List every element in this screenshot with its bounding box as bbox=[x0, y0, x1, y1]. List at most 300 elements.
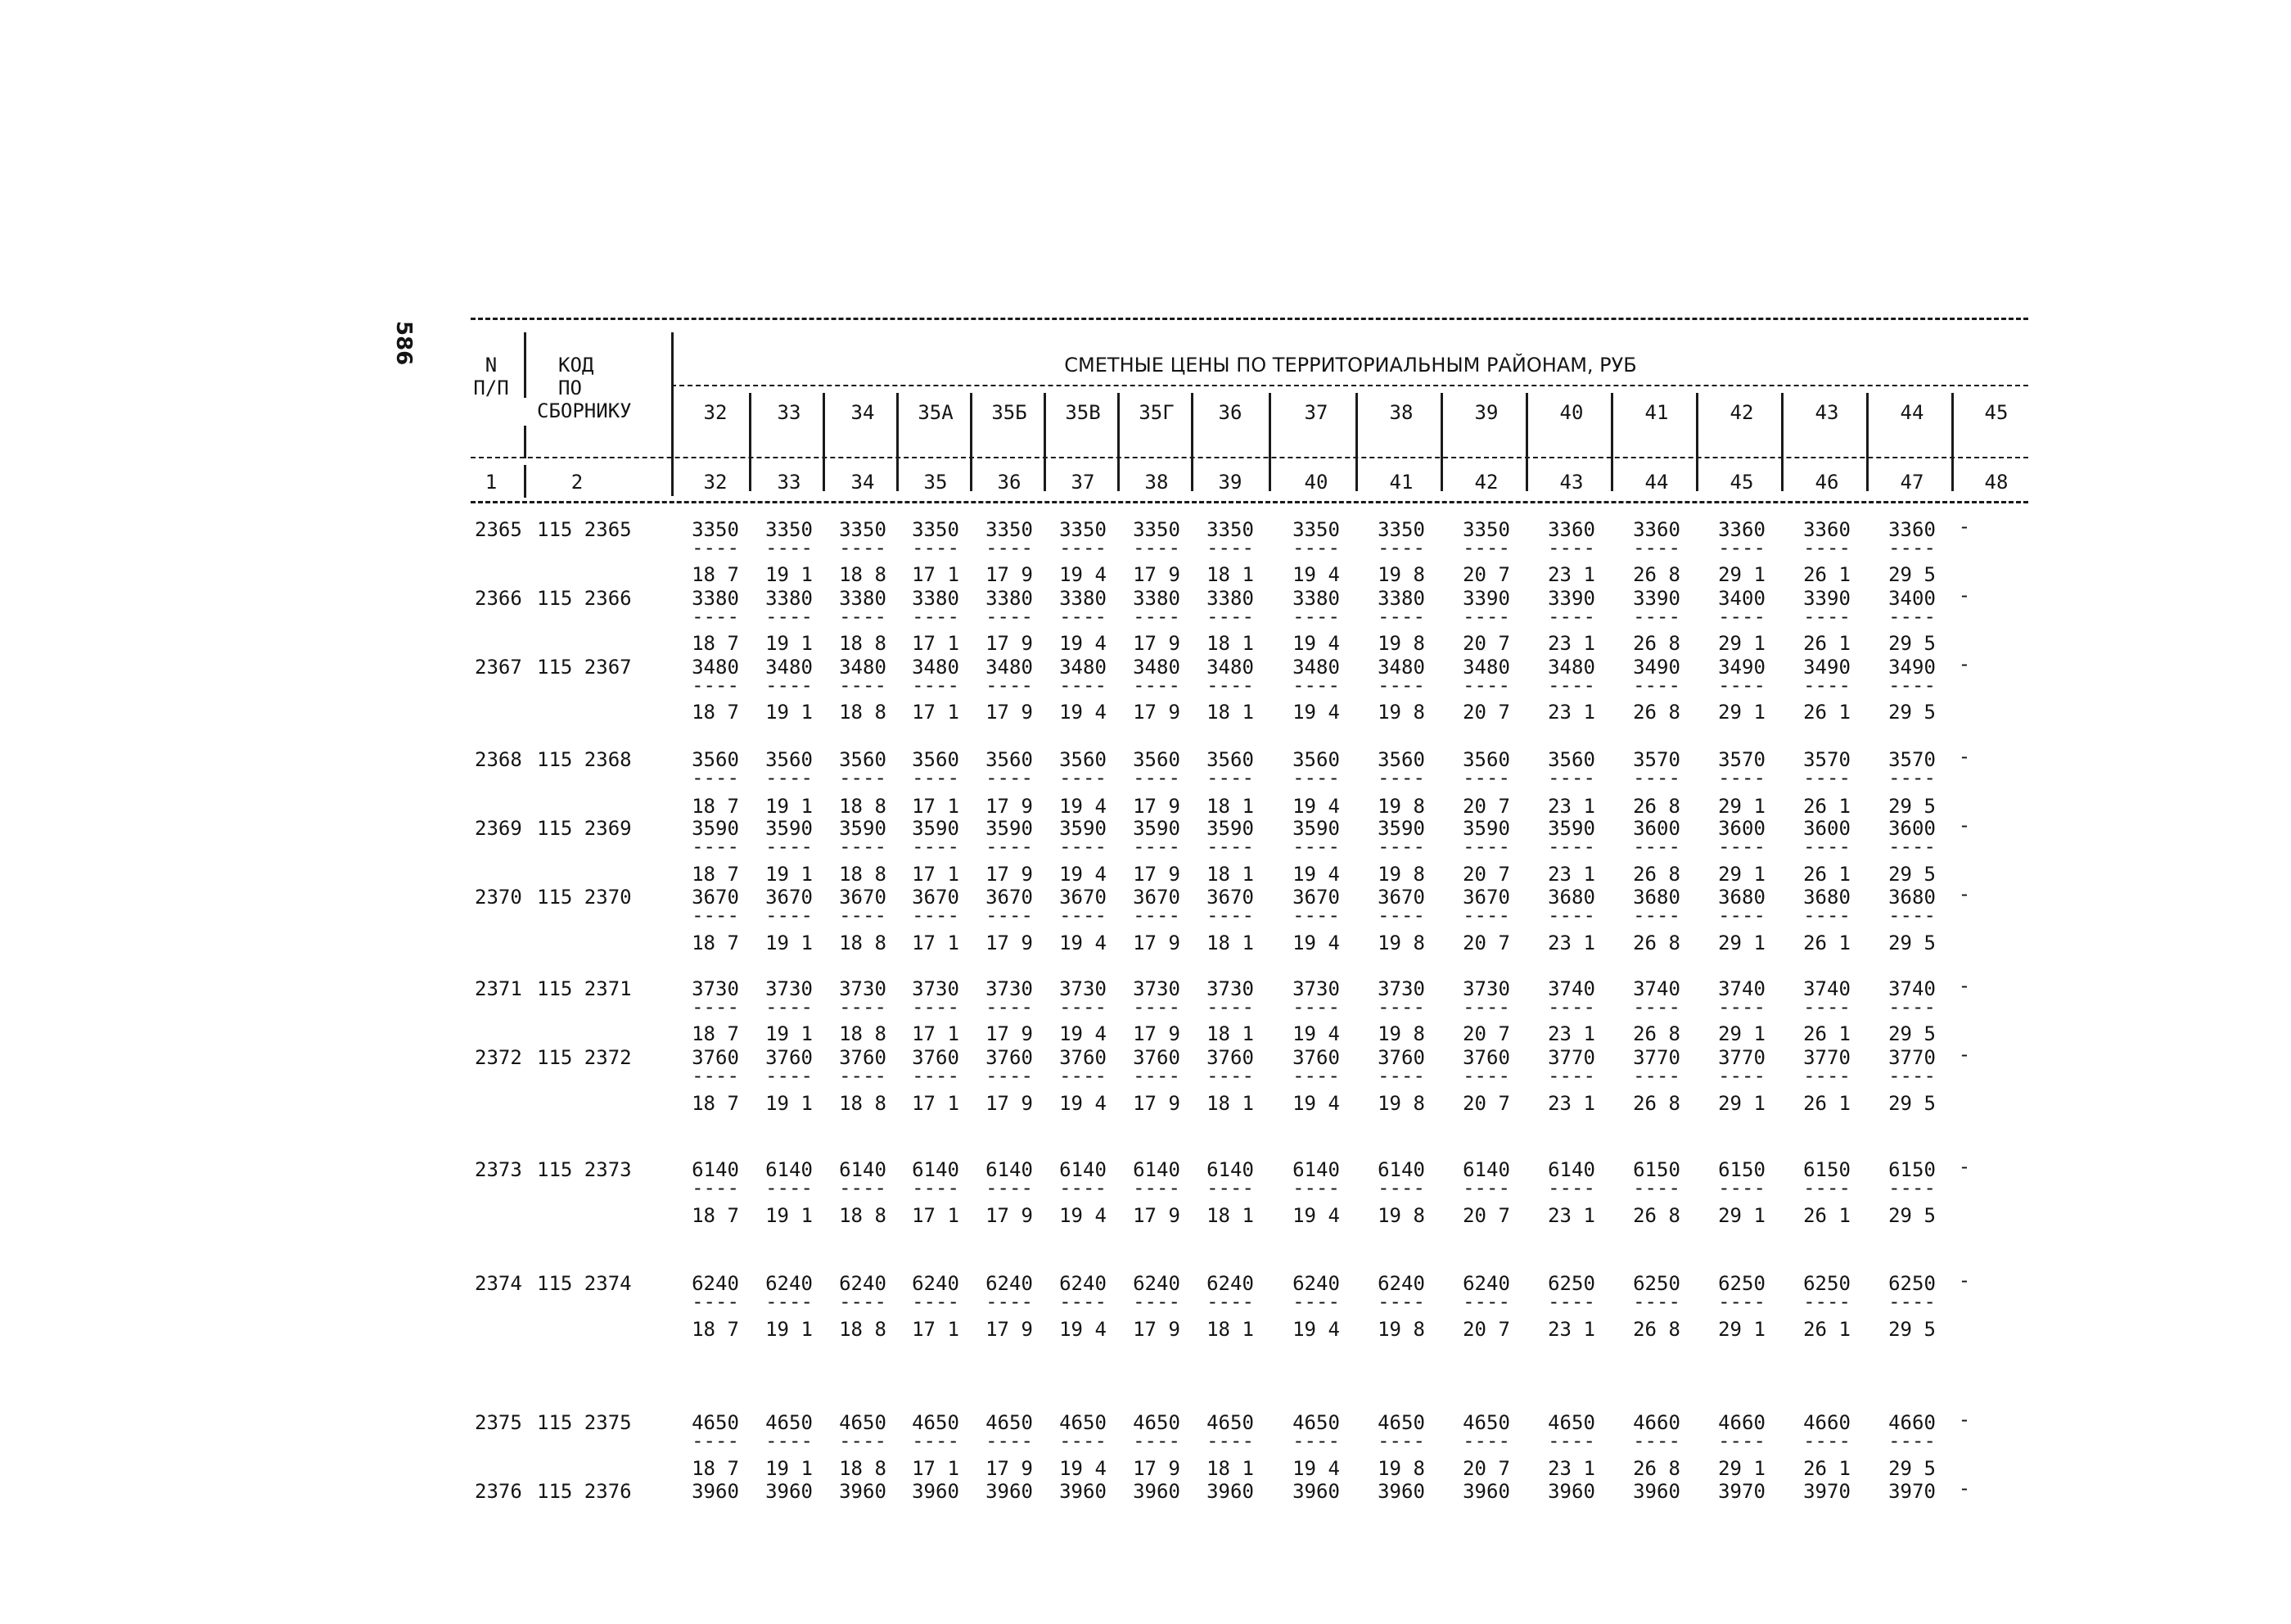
coefficient-cell: 26 8 bbox=[1633, 1457, 1680, 1480]
price-underline: ---- bbox=[1292, 1290, 1340, 1313]
header-divider-district-5 bbox=[1117, 393, 1120, 491]
header-divider-district-11 bbox=[1611, 393, 1613, 491]
price-underline: ---- bbox=[839, 835, 886, 858]
coefficient-cell: 23 1 bbox=[1548, 632, 1595, 655]
coefficient-cell: 19 1 bbox=[765, 1022, 813, 1045]
price-cell: 3560 bbox=[1463, 748, 1510, 771]
coefficient-cell: 17 9 bbox=[1133, 1022, 1180, 1045]
price-underline: ---- bbox=[1888, 1064, 1936, 1087]
price-underline: ---- bbox=[1718, 1290, 1766, 1313]
price-cell: 3480 bbox=[1206, 656, 1254, 679]
coefficient-cell: 23 1 bbox=[1548, 1457, 1595, 1480]
price-underline: ---- bbox=[1718, 766, 1766, 789]
header-divider-district-12 bbox=[1696, 393, 1698, 491]
price-underline: ---- bbox=[1463, 995, 1510, 1018]
coefficient-cell: 20 7 bbox=[1463, 1204, 1510, 1227]
price-underline: ---- bbox=[1378, 1176, 1425, 1199]
price-cell: 3350 bbox=[692, 518, 739, 541]
price-underline: ---- bbox=[1803, 904, 1851, 927]
price-underline: ---- bbox=[1888, 1176, 1936, 1199]
price-cell: 6150 bbox=[1803, 1158, 1851, 1181]
price-cell: 4650 bbox=[1548, 1411, 1595, 1434]
price-underline: ---- bbox=[985, 1064, 1033, 1087]
price-cell: 4650 bbox=[1463, 1411, 1510, 1434]
price-underline: ---- bbox=[1463, 536, 1510, 559]
price-cell: 3670 bbox=[985, 886, 1033, 909]
price-cell: 3760 bbox=[1378, 1046, 1425, 1069]
header-divider-district-13 bbox=[1781, 393, 1784, 491]
row-number: 2374 bbox=[475, 1272, 522, 1295]
coefficient-cell: 17 9 bbox=[1133, 1092, 1180, 1115]
price-cell: 3480 bbox=[985, 656, 1033, 679]
coefficient-cell: 17 9 bbox=[985, 1204, 1033, 1227]
coefficient-cell: 19 4 bbox=[1059, 795, 1107, 818]
colnum-47: 47 bbox=[1900, 471, 1924, 494]
coefficient-cell: 19 4 bbox=[1059, 632, 1107, 655]
coefficient-cell: 20 7 bbox=[1463, 1318, 1510, 1341]
row-code: 115 2368 bbox=[537, 748, 632, 771]
price-underline: ---- bbox=[1206, 904, 1254, 927]
coefficient-cell: 18 7 bbox=[692, 1092, 739, 1115]
coefficient-cell: 18 7 bbox=[692, 563, 739, 586]
header-divider-district-6 bbox=[1191, 393, 1193, 491]
row-last-mark: - bbox=[1958, 1155, 1971, 1178]
price-cell: 3380 bbox=[765, 587, 813, 610]
price-cell: 6140 bbox=[1378, 1158, 1425, 1181]
price-underline: ---- bbox=[1633, 674, 1680, 697]
price-cell: 3670 bbox=[765, 886, 813, 909]
coefficient-cell: 19 1 bbox=[765, 795, 813, 818]
price-cell: 3350 bbox=[839, 518, 886, 541]
price-cell: 3960 bbox=[1059, 1480, 1107, 1503]
price-underline: ---- bbox=[912, 995, 959, 1018]
price-cell: 3560 bbox=[839, 748, 886, 771]
colnum-42: 42 bbox=[1474, 471, 1499, 494]
price-underline: ---- bbox=[1378, 1290, 1425, 1313]
price-cell: 6240 bbox=[1133, 1272, 1180, 1295]
price-cell: 3960 bbox=[765, 1480, 813, 1503]
row-last-mark: - bbox=[1958, 1477, 1971, 1500]
coefficient-cell: 29 1 bbox=[1718, 1457, 1766, 1480]
price-cell: 6240 bbox=[1292, 1272, 1340, 1295]
price-underline: ---- bbox=[1292, 605, 1340, 628]
coefficient-cell: 17 1 bbox=[912, 795, 959, 818]
price-cell: 3960 bbox=[1633, 1480, 1680, 1503]
coefficient-cell: 29 1 bbox=[1718, 563, 1766, 586]
price-cell: 3480 bbox=[1292, 656, 1340, 679]
price-cell: 3570 bbox=[1718, 748, 1766, 771]
price-cell: 6250 bbox=[1548, 1272, 1595, 1295]
header-divider-n-2 bbox=[524, 426, 526, 458]
colnum-46: 46 bbox=[1815, 471, 1839, 494]
price-cell: 3760 bbox=[1133, 1046, 1180, 1069]
coefficient-cell: 26 8 bbox=[1633, 1204, 1680, 1227]
coefficient-cell: 19 4 bbox=[1059, 1204, 1107, 1227]
price-cell: 6250 bbox=[1718, 1272, 1766, 1295]
header-divider-district-14 bbox=[1866, 393, 1869, 491]
price-underline: ---- bbox=[1548, 605, 1595, 628]
colnum-48: 48 bbox=[1984, 471, 2009, 494]
price-underline: ---- bbox=[1548, 536, 1595, 559]
price-underline: ---- bbox=[1888, 674, 1936, 697]
coefficient-cell: 29 5 bbox=[1888, 1318, 1936, 1341]
coefficient-cell: 26 1 bbox=[1803, 932, 1851, 954]
price-underline: ---- bbox=[1292, 904, 1340, 927]
price-underline: ---- bbox=[985, 605, 1033, 628]
coefficient-cell: 18 1 bbox=[1206, 1022, 1254, 1045]
coefficient-cell: 19 4 bbox=[1292, 863, 1340, 886]
price-cell: 6140 bbox=[1059, 1158, 1107, 1181]
coefficient-cell: 20 7 bbox=[1463, 563, 1510, 586]
price-cell: 3490 bbox=[1888, 656, 1936, 679]
price-underline: ---- bbox=[1059, 605, 1107, 628]
price-underline: ---- bbox=[1633, 904, 1680, 927]
price-cell: 3730 bbox=[1059, 977, 1107, 1000]
price-cell: 6140 bbox=[985, 1158, 1033, 1181]
price-underline: ---- bbox=[1378, 995, 1425, 1018]
price-cell: 6140 bbox=[692, 1158, 739, 1181]
price-cell: 6240 bbox=[1059, 1272, 1107, 1295]
price-underline: ---- bbox=[1206, 674, 1254, 697]
price-cell: 3760 bbox=[765, 1046, 813, 1069]
coefficient-cell: 18 7 bbox=[692, 1457, 739, 1480]
price-cell: 3560 bbox=[1378, 748, 1425, 771]
price-underline: ---- bbox=[1206, 536, 1254, 559]
coefficient-cell: 19 8 bbox=[1378, 932, 1425, 954]
price-cell: 3730 bbox=[1463, 977, 1510, 1000]
price-cell: 3590 bbox=[985, 817, 1033, 840]
price-cell: 4650 bbox=[692, 1411, 739, 1434]
price-cell: 3560 bbox=[1206, 748, 1254, 771]
price-cell: 3590 bbox=[912, 817, 959, 840]
price-cell: 3680 bbox=[1803, 886, 1851, 909]
coefficient-cell: 20 7 bbox=[1463, 632, 1510, 655]
coefficient-cell: 19 4 bbox=[1059, 932, 1107, 954]
price-underline: ---- bbox=[1888, 835, 1936, 858]
price-cell: 4660 bbox=[1803, 1411, 1851, 1434]
coefficient-cell: 29 1 bbox=[1718, 701, 1766, 724]
coefficient-cell: 29 1 bbox=[1718, 1022, 1766, 1045]
row-last-mark: - bbox=[1958, 584, 1971, 607]
price-underline: ---- bbox=[985, 766, 1033, 789]
price-underline: ---- bbox=[1378, 904, 1425, 927]
price-cell: 3760 bbox=[1206, 1046, 1254, 1069]
coefficient-cell: 17 1 bbox=[912, 1092, 959, 1115]
header-district-35Г: 35Г bbox=[1139, 401, 1175, 424]
coefficient-cell: 18 8 bbox=[839, 863, 886, 886]
coefficient-cell: 18 8 bbox=[839, 795, 886, 818]
price-cell: 6240 bbox=[765, 1272, 813, 1295]
price-underline: ---- bbox=[1463, 766, 1510, 789]
price-underline: ---- bbox=[912, 1429, 959, 1452]
price-underline: ---- bbox=[839, 1290, 886, 1313]
row-last-mark: - bbox=[1958, 1043, 1971, 1066]
coefficient-cell: 19 8 bbox=[1378, 1318, 1425, 1341]
price-underline: ---- bbox=[765, 835, 813, 858]
row-last-mark: - bbox=[1958, 974, 1971, 997]
price-underline: ---- bbox=[985, 1429, 1033, 1452]
price-cell: 3480 bbox=[912, 656, 959, 679]
price-cell: 3560 bbox=[912, 748, 959, 771]
colnum-35: 35 bbox=[923, 471, 948, 494]
price-cell: 3380 bbox=[692, 587, 739, 610]
price-cell: 3600 bbox=[1888, 817, 1936, 840]
price-underline: ---- bbox=[1463, 674, 1510, 697]
price-underline: ---- bbox=[1803, 995, 1851, 1018]
coefficient-cell: 19 8 bbox=[1378, 1457, 1425, 1480]
price-cell: 3380 bbox=[985, 587, 1033, 610]
price-cell: 3380 bbox=[1059, 587, 1107, 610]
price-underline: ---- bbox=[765, 1429, 813, 1452]
price-underline: ---- bbox=[985, 1176, 1033, 1199]
coefficient-cell: 26 8 bbox=[1633, 795, 1680, 818]
coefficient-cell: 18 8 bbox=[839, 1022, 886, 1045]
price-underline: ---- bbox=[692, 1064, 739, 1087]
header-divider-district-9 bbox=[1441, 393, 1443, 491]
coefficient-cell: 18 7 bbox=[692, 1318, 739, 1341]
price-underline: ---- bbox=[1633, 1064, 1680, 1087]
coefficient-cell: 18 7 bbox=[692, 932, 739, 954]
price-underline: ---- bbox=[1718, 1176, 1766, 1199]
coefficient-cell: 17 9 bbox=[985, 701, 1033, 724]
coefficient-cell: 26 8 bbox=[1633, 632, 1680, 655]
colnum-43: 43 bbox=[1559, 471, 1584, 494]
price-cell: 3590 bbox=[765, 817, 813, 840]
price-cell: 3480 bbox=[1378, 656, 1425, 679]
price-cell: 6140 bbox=[839, 1158, 886, 1181]
price-underline: ---- bbox=[765, 536, 813, 559]
coefficient-cell: 29 1 bbox=[1718, 932, 1766, 954]
price-cell: 6150 bbox=[1888, 1158, 1936, 1181]
price-cell: 3590 bbox=[1059, 817, 1107, 840]
price-underline: ---- bbox=[1206, 1176, 1254, 1199]
price-cell: 4660 bbox=[1888, 1411, 1936, 1434]
price-underline: ---- bbox=[1463, 1064, 1510, 1087]
price-underline: ---- bbox=[1633, 605, 1680, 628]
coefficient-cell: 18 8 bbox=[839, 563, 886, 586]
colnum-33: 33 bbox=[777, 471, 801, 494]
row-number: 2371 bbox=[475, 977, 522, 1000]
coefficient-cell: 17 1 bbox=[912, 1318, 959, 1341]
coefficient-cell: 23 1 bbox=[1548, 1204, 1595, 1227]
price-cell: 4650 bbox=[1059, 1411, 1107, 1434]
price-cell: 3390 bbox=[1633, 587, 1680, 610]
price-cell: 3350 bbox=[1206, 518, 1254, 541]
price-cell: 3740 bbox=[1888, 977, 1936, 1000]
row-last-mark: - bbox=[1958, 652, 1971, 675]
coefficient-cell: 26 8 bbox=[1633, 932, 1680, 954]
price-cell: 3380 bbox=[1292, 587, 1340, 610]
coefficient-cell: 26 8 bbox=[1633, 1318, 1680, 1341]
row-number: 2373 bbox=[475, 1158, 522, 1181]
price-cell: 3490 bbox=[1718, 656, 1766, 679]
price-underline: ---- bbox=[1133, 536, 1180, 559]
price-cell: 4650 bbox=[1133, 1411, 1180, 1434]
coefficient-cell: 18 7 bbox=[692, 863, 739, 886]
price-underline: ---- bbox=[692, 1176, 739, 1199]
coefficient-cell: 19 1 bbox=[765, 863, 813, 886]
row-last-mark: - bbox=[1958, 882, 1971, 905]
price-cell: 3760 bbox=[839, 1046, 886, 1069]
coefficient-cell: 29 5 bbox=[1888, 632, 1936, 655]
price-cell: 3960 bbox=[985, 1480, 1033, 1503]
header-divider-district-4 bbox=[1044, 393, 1046, 491]
coefficient-cell: 18 1 bbox=[1206, 701, 1254, 724]
price-cell: 6250 bbox=[1888, 1272, 1936, 1295]
coefficient-cell: 17 1 bbox=[912, 1457, 959, 1480]
coefficient-cell: 26 1 bbox=[1803, 1457, 1851, 1480]
colnum-32: 32 bbox=[703, 471, 728, 494]
price-underline: ---- bbox=[912, 605, 959, 628]
price-cell: 3770 bbox=[1803, 1046, 1851, 1069]
price-underline: ---- bbox=[912, 1176, 959, 1199]
price-cell: 3560 bbox=[985, 748, 1033, 771]
price-cell: 3360 bbox=[1803, 518, 1851, 541]
coefficient-cell: 17 9 bbox=[985, 1457, 1033, 1480]
row-code: 115 2372 bbox=[537, 1046, 632, 1069]
price-cell: 3600 bbox=[1633, 817, 1680, 840]
price-underline: ---- bbox=[1888, 605, 1936, 628]
price-cell: 6240 bbox=[1206, 1272, 1254, 1295]
header-col-pp: П/П bbox=[473, 377, 509, 399]
row-number: 2376 bbox=[475, 1480, 522, 1503]
row-code: 115 2374 bbox=[537, 1272, 632, 1295]
price-underline: ---- bbox=[985, 1290, 1033, 1313]
coefficient-cell: 18 1 bbox=[1206, 1092, 1254, 1115]
coefficient-cell: 26 8 bbox=[1633, 701, 1680, 724]
price-underline: ---- bbox=[1133, 995, 1180, 1018]
price-underline: ---- bbox=[1633, 766, 1680, 789]
price-underline: ---- bbox=[1633, 995, 1680, 1018]
price-cell: 3350 bbox=[1292, 518, 1340, 541]
price-underline: ---- bbox=[1206, 835, 1254, 858]
price-underline: ---- bbox=[1378, 605, 1425, 628]
price-cell: 3960 bbox=[1133, 1480, 1180, 1503]
row-number: 2372 bbox=[475, 1046, 522, 1069]
price-cell: 3770 bbox=[1633, 1046, 1680, 1069]
coefficient-cell: 29 5 bbox=[1888, 1092, 1936, 1115]
price-underline: ---- bbox=[1548, 835, 1595, 858]
price-cell: 3480 bbox=[692, 656, 739, 679]
price-cell: 3600 bbox=[1803, 817, 1851, 840]
price-underline: ---- bbox=[765, 1064, 813, 1087]
price-underline: ---- bbox=[1059, 835, 1107, 858]
colnum-1: 1 bbox=[485, 471, 498, 494]
price-underline: ---- bbox=[1206, 1290, 1254, 1313]
price-cell: 6140 bbox=[1133, 1158, 1180, 1181]
price-cell: 3760 bbox=[692, 1046, 739, 1069]
coefficient-cell: 26 1 bbox=[1803, 632, 1851, 655]
price-underline: ---- bbox=[1718, 995, 1766, 1018]
price-cell: 3390 bbox=[1463, 587, 1510, 610]
price-cell: 3360 bbox=[1888, 518, 1936, 541]
header-district-33: 33 bbox=[777, 401, 801, 424]
price-cell: 3380 bbox=[839, 587, 886, 610]
coefficient-cell: 19 1 bbox=[765, 1204, 813, 1227]
price-underline: ---- bbox=[839, 674, 886, 697]
colnum-2: 2 bbox=[570, 471, 584, 494]
price-cell: 6250 bbox=[1803, 1272, 1851, 1295]
colnum-45: 45 bbox=[1730, 471, 1754, 494]
price-underline: ---- bbox=[1463, 1176, 1510, 1199]
coefficient-cell: 19 1 bbox=[765, 1457, 813, 1480]
coefficient-cell: 19 8 bbox=[1378, 1022, 1425, 1045]
price-cell: 3760 bbox=[985, 1046, 1033, 1069]
price-underline: ---- bbox=[1548, 674, 1595, 697]
coefficient-cell: 19 1 bbox=[765, 932, 813, 954]
price-underline: ---- bbox=[985, 835, 1033, 858]
price-underline: ---- bbox=[912, 1064, 959, 1087]
price-cell: 3670 bbox=[1292, 886, 1340, 909]
price-cell: 4650 bbox=[985, 1411, 1033, 1434]
coefficient-cell: 19 4 bbox=[1292, 701, 1340, 724]
coefficient-cell: 18 7 bbox=[692, 701, 739, 724]
row-last-mark: - bbox=[1958, 814, 1971, 837]
price-cell: 3560 bbox=[692, 748, 739, 771]
coefficient-cell: 17 9 bbox=[1133, 795, 1180, 818]
coefficient-cell: 17 1 bbox=[912, 1204, 959, 1227]
price-underline: ---- bbox=[912, 766, 959, 789]
header-sub-rule bbox=[471, 457, 2028, 458]
price-underline: ---- bbox=[1378, 766, 1425, 789]
price-underline: ---- bbox=[1803, 766, 1851, 789]
coefficient-cell: 23 1 bbox=[1548, 795, 1595, 818]
coefficient-cell: 23 1 bbox=[1548, 701, 1595, 724]
price-cell: 6140 bbox=[1292, 1158, 1340, 1181]
price-underline: ---- bbox=[1059, 1290, 1107, 1313]
row-number: 2366 bbox=[475, 587, 522, 610]
coefficient-cell: 17 9 bbox=[1133, 701, 1180, 724]
coefficient-cell: 26 8 bbox=[1633, 1092, 1680, 1115]
coefficient-cell: 29 1 bbox=[1718, 863, 1766, 886]
row-last-mark: - bbox=[1958, 1269, 1971, 1292]
price-cell: 3480 bbox=[765, 656, 813, 679]
price-underline: ---- bbox=[985, 674, 1033, 697]
coefficient-cell: 19 4 bbox=[1292, 1318, 1340, 1341]
header-divider-district-1 bbox=[823, 393, 825, 491]
header-district-40: 40 bbox=[1559, 401, 1584, 424]
row-code: 115 2371 bbox=[537, 977, 632, 1000]
row-code: 115 2365 bbox=[537, 518, 632, 541]
coefficient-cell: 18 7 bbox=[692, 632, 739, 655]
price-underline: ---- bbox=[1888, 536, 1936, 559]
price-underline: ---- bbox=[692, 1429, 739, 1452]
price-underline: ---- bbox=[1378, 1429, 1425, 1452]
price-cell: 3360 bbox=[1718, 518, 1766, 541]
price-underline: ---- bbox=[1292, 995, 1340, 1018]
price-underline: ---- bbox=[1133, 904, 1180, 927]
price-underline: ---- bbox=[1718, 536, 1766, 559]
price-cell: 3730 bbox=[692, 977, 739, 1000]
price-cell: 3400 bbox=[1718, 587, 1766, 610]
price-cell: 3740 bbox=[1803, 977, 1851, 1000]
header-district-35В: 35В bbox=[1065, 401, 1101, 424]
row-number: 2367 bbox=[475, 656, 522, 679]
row-last-mark: - bbox=[1958, 515, 1971, 538]
price-cell: 3970 bbox=[1888, 1480, 1936, 1503]
price-cell: 3350 bbox=[1059, 518, 1107, 541]
price-cell: 4650 bbox=[1206, 1411, 1254, 1434]
price-underline: ---- bbox=[1463, 1290, 1510, 1313]
price-cell: 3740 bbox=[1633, 977, 1680, 1000]
coefficient-cell: 19 8 bbox=[1378, 863, 1425, 886]
header-divider-district-10 bbox=[1526, 393, 1528, 491]
price-underline: ---- bbox=[985, 536, 1033, 559]
header-district-38: 38 bbox=[1389, 401, 1414, 424]
coefficient-cell: 17 9 bbox=[985, 563, 1033, 586]
coefficient-cell: 29 1 bbox=[1718, 1092, 1766, 1115]
price-underline: ---- bbox=[1059, 1064, 1107, 1087]
